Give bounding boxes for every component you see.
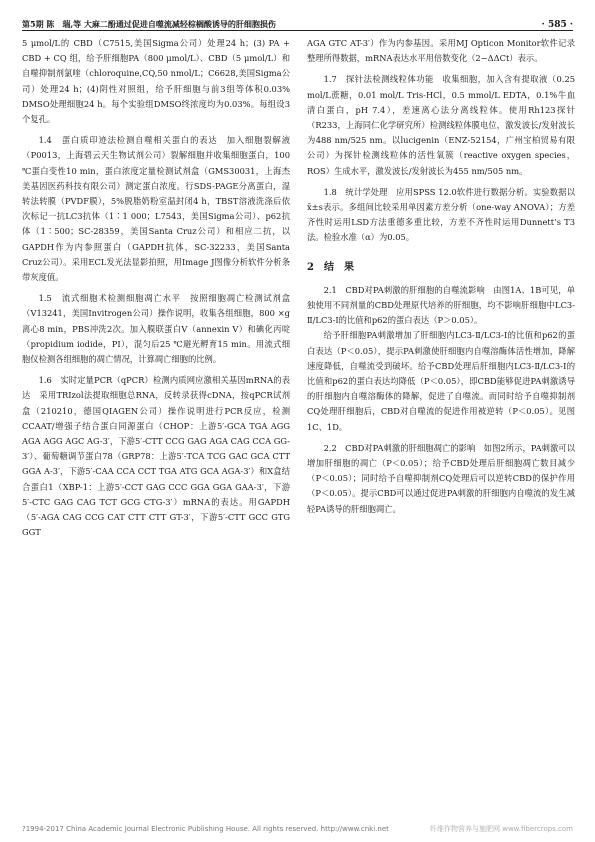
section-1-6: 1.6 实时定量PCR（qPCR）检测内质网应激相关基因mRNA的表达 采用TRIzol法提取细胞总RNA，反转录获得cDNA，按qPCR试剂盒（210210，德国QIAGEN公司）操作说明进行PCR反应，检测CCAAT/增强子结合蛋白同源蛋白（CHOP：上游5′-GCA TGA AGG AGA AGG AGC AG-3′，下游5′-CTT CCG GAG AGA CAG CCA GG-3′）、葡萄糖调节蛋白78（GRP78：上游5′-TCA TCG GAC GCA CTT GGA A-3′，下游5′-CAA CCA CCT TGA ATG GCA AGA-3′）和X盒结合蛋白1（XBP-1：上游5′-CCT GAG CCC GGA GGA GAA-3′，下游5′-CTC GAG CAG TCT GCG CTG-3′）mRNA的表达。用GAPDH（5′-AGA CAG CCG CAT CTT CTT GT-3′，下游5′-CTT GCC GTG GGT <box>22 375 290 538</box>
section-1-7: 1.7 探针法检测线粒体功能 收集细胞，加入含有提取液（0.25 mol/L蔗糖，0.01 mol/L Tris-HCl，0.5 mmol/L EDTA，0.1%牛血清白蛋白，pH 7.4），差速离心法分离线粒体。使用Rh123探针（R233，上海同仁化学研究所）检测线粒体膜电位，激发波长/发射波长为488 nm/525 nm。以lucigenin（ENZ-52154，广州宝柏贸易有限公司）为探针检测线粒体的活性氧簇（reactive oxygen species，ROS）生成水平，激发波长/发射波长为455 nm/505 nm。 <box>307 74 575 176</box>
copyright-line: ?1994-2017 China Academic Journal Electronic Publishing House. All rights reserved. http://www.cnki.net <box>22 825 389 833</box>
section-2-1: 2.1 CBD对PA刺激的肝细胞的自噬流影响 由图1A、1B可见，单独使用不同剂量的CBD处理原代培养的肝细胞，均不影响肝细胞中LC3-Ⅱ/LC3-Ⅰ的比值和p62的蛋白表达（P＞0.05）。 <box>307 284 575 326</box>
paragraph: 5 μmol/L的 CBD（C7515,美国Sigma公司）处理24 h；(3) PA + CBD + CQ 组，给予肝细胞PA（800 μmol/L）、CBD（5 μmol/L）和自噬抑制剂氯喹（chloroquine,CQ,50 nmol/L；C6628,美国Sigma公司）处理24 h；(4)阴性对照组，给予肝细胞与前3组等体积0.03% DMSO处理细胞24 h。每个实验组DMSO终浓度均为0.03%。每组设3个复孔。 <box>22 38 290 125</box>
paragraph: 给予肝细胞PA刺激增加了肝细胞内LC3-Ⅱ/LC3-Ⅰ的比值和p62的蛋白表达（P＜0.05），提示PA刺激使肝细胞内自噬溶酶体活性增加，降解速度降低，自噬流受到破坏。给予CBD处理后肝细胞内LC3-Ⅱ/LC3-Ⅰ的比值和p62的蛋白表达均降低（P＜0.05），即CBD能够促进PA刺激诱导的肝细胞内自噬溶酶体的降解，促进了自噬流。而同时给予自噬抑制剂CQ处理肝细胞后，CBD对自噬流的促进作用被逆转（P＜0.05）。见图1C、1D。 <box>307 330 575 432</box>
header-title: 第5期 陈 瑞,等 大麻二酚通过促进自噬流减轻棕榈酸诱导的肝细胞损伤 <box>22 19 276 29</box>
page-footer <box>22 822 573 836</box>
watermark: 纤维作物营养与施肥网 www.fibercrops.com <box>430 825 573 833</box>
paragraph: AGA GTC AT-3′）作为内参基因。采用MJ Opticon Monitor软件记录整理所得数据，mRNA表达水平用倍数变化（2−ΔΔCt）表示。 <box>307 38 575 64</box>
section-2-2: 2.2 CBD对PA刺激的肝细胞凋亡的影响 如图2所示，PA刺激可以增加肝细胞的凋亡（P＜0.05）；给予CBD处理后肝细胞凋亡数目减少（P＜0.05）；同时给予自噬抑制剂CQ处理后可以逆转CBD的保护作用（P＜0.05）。提示CBD可以通过促进PA刺激的肝细胞内自噬流的发生减轻PA诱导的肝细胞凋亡。 <box>307 442 575 514</box>
left-column <box>22 36 290 541</box>
page-number: · 585 · <box>541 20 573 30</box>
running-header <box>22 10 573 31</box>
section-1-4: 1.4 蛋白质印迹法检测自噬相关蛋白的表达 加入细胞裂解液（P0013，上海碧云天生物试剂公司）裂解细胞并收集细胞蛋白，100 ℃蛋白变性10 min，蛋白浓度定量检测试剂盒（GMS30031，上海杰美基因医药科技有限公司）测定蛋白浓度。行SDS-PAGE分离蛋白，湿转法转膜（PVDF膜），5%脱脂奶粉室温封闭4 h，TBST溶液洗涤后依次标记一抗LC3抗体（1∶1 000；L7543，美国Sigma公司）、p62抗体（1∶500；SC-28359，美国Santa Cruz公司）和相应二抗，以GAPDH作为内参照蛋白（GAPDH抗体，SC-32233，美国Santa Cruz公司）。采用ECL发光法显影拍照，用Image J图像分析软件分析条带灰度值。 <box>22 135 290 283</box>
right-column <box>307 36 575 517</box>
section-1-5: 1.5 流式细胞术检测细胞凋亡水平 按照细胞凋亡检测试剂盒（V13241，美国Invitrogen公司）操作说明，收集各组细胞，800 ×g离心8 min，PBS冲洗2次。加入膜联蛋白V（annexin V）和碘化丙啶（propidium iodide，PI），混匀后25 ℃避光孵育15 min。用流式细胞仪检测各组细胞的凋亡情况，计算凋亡细胞的比例。 <box>22 293 290 365</box>
section-1-8: 1.8 统计学处理 应用SPSS 12.0软件进行数据分析。实验数据以x̄±s表示。多组间比较采用单因素方差分析（one-way ANOVA）；方差齐性时运用LSD方法重德多重比较，方差不齐性时运用Dunnett’s T3法。检验水准（α）为0.05。 <box>307 186 575 243</box>
section-heading-results: 2 结 果 <box>307 261 354 273</box>
